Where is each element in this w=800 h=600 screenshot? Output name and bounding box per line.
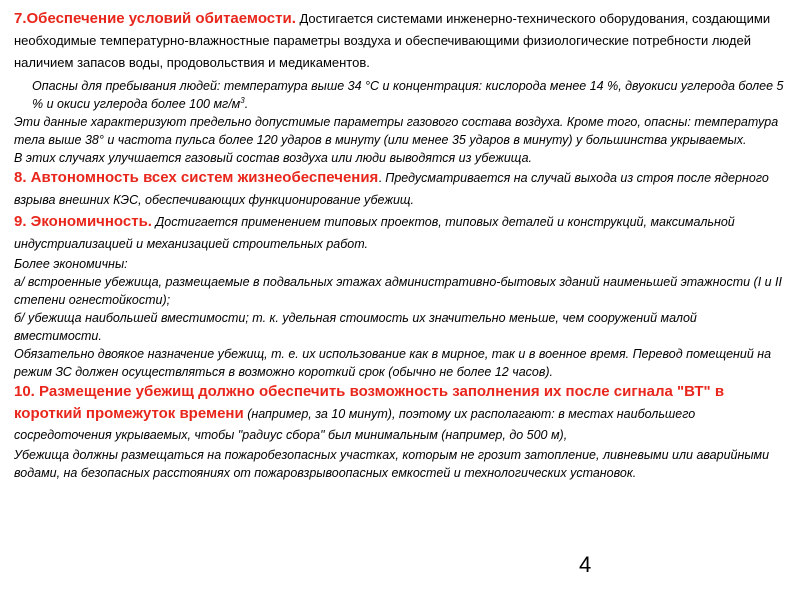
section-9-item-b: б/ убежища наибольшей вместимости; т. к. удельная стоимость их значительно меньше, чем сооружений малой вместимости.	[14, 311, 697, 343]
section-8-text: Предусматривается на случай выхода из строя после ядерного взрыва внешних КЭС, обеспечивающих функционирование убежищ.	[14, 171, 769, 207]
section-8-heading: 8. Автономность всех систем жизнеобеспечения	[14, 169, 379, 186]
section-7-heading: 7.Обеспечение условий обитаемости.	[14, 10, 296, 27]
slide-content	[14, 8, 788, 482]
section-10-heading: 10. Размещение убежищ должно обеспечить возможность заполнения их после сигнала "ВТ" в короткий промежуток времени	[14, 383, 725, 422]
danger-sup: 3	[240, 95, 245, 105]
section-9-item-a: а/ встроенные убежища, размещаемые в подвальных этажах административно-бытовых зданий наименьшей этажности (I и II степени огнестойкости);	[14, 275, 783, 307]
section-8-dot: .	[378, 171, 382, 185]
danger-params-2: Эти данные характеризуют предельно допустимые параметры газового состава воздуха. Кроме того, опасны: температура тела выше 38° и частота пульса более 120 ударов в минуту (или менее 35 ударов в минуту) у большинства укрываемых.	[14, 115, 779, 147]
section-9-dual: Обязательно двоякое назначение убежищ, т. е. их использование как в мирное, так и в военное время. Перевод помещений на режим ЗС должен осуществляться в возможно короткий срок (обычно не более 12 часов).	[14, 347, 772, 379]
section-9-text: Достигается применением типовых проектов, типовых деталей и конструкций, максимальной индустриализацией и механизацией строительных работ.	[14, 215, 735, 251]
danger-end: .	[244, 97, 249, 111]
section-10-paragraph	[14, 381, 788, 446]
section-8-paragraph	[14, 167, 788, 211]
section-9-more: Более экономичны:	[14, 257, 128, 271]
section-7-text: Достигается системами инженерно-технического оборудования, создающими необходимые температурно-влажностные параметры воздуха и обеспечивающими физиологические потребности людей наличием запасов воды, продовольствия и медикаментов.	[14, 11, 771, 70]
section-9-paragraph	[14, 211, 788, 255]
section-7-paragraph	[14, 8, 788, 74]
page-number: 4	[579, 552, 592, 577]
danger-params-3: В этих случаях улучшается газовый состав воздуха или люди выводятся из убежища.	[14, 151, 533, 165]
section-10-text2: Убежища должны размещаться на пожаробезопасных участках, которым не грозит затопление, ливневыми или аварийными водами, на безопасных расстояниях от пожаровзрывоопасных емкостей и технологических установок.	[14, 448, 770, 480]
section-10-text: (например, за 10 минут), поэтому их располагают: в местах наибольшего сосредоточения укрываемых, чтобы "радиус сбора" был минимальным (например, до 500 м),	[14, 407, 696, 442]
section-9-heading: 9. Экономичность.	[14, 213, 152, 230]
danger-text-1: Опасны для пребывания людей: температура выше 34 °С и концентрация: кислорода менее 14 %, двуокиси углерода более 5 % и окиси углерода более 100 мг/м	[32, 79, 784, 111]
danger-params-1	[14, 77, 788, 113]
